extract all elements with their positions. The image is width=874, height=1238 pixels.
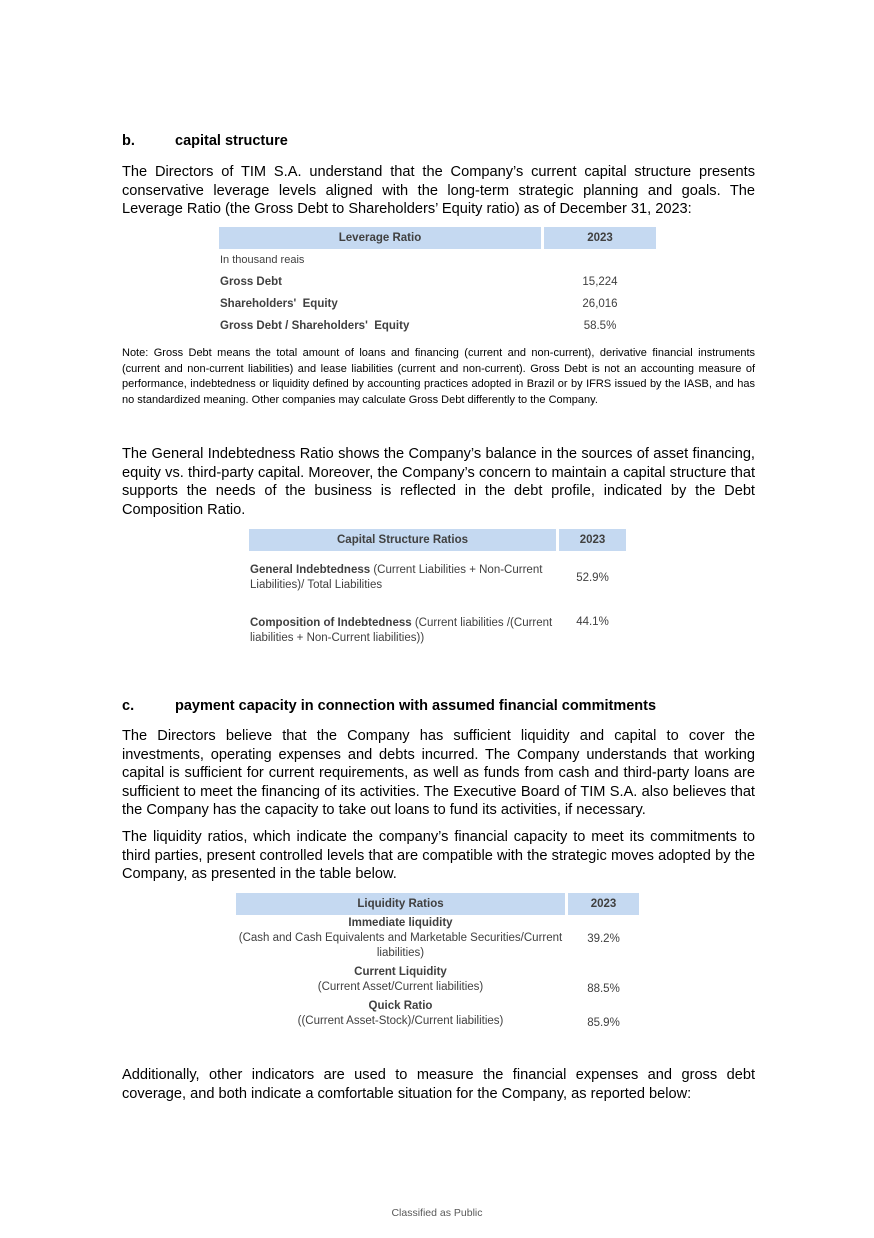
table-row [249, 615, 626, 655]
immediate-liquidity-value: 39.2% [587, 932, 620, 945]
leverage-header-label: Leverage Ratio [219, 227, 541, 249]
section-b-heading [122, 133, 288, 149]
debt-equity-label: Gross Debt / Shareholders' Equity [220, 320, 410, 332]
quick-ratio-title: Quick Ratio [368, 1000, 433, 1012]
immediate-liquidity-desc: (Cash and Cash Equivalents and Marketable Securities/Current liabilities) [238, 932, 563, 959]
debt-equity-value: 58.5% [583, 320, 617, 332]
gross-debt-note: Note: Gross Debt means the total amount of loans and financing (current and non-current), derivative financial instruments (current and non-current liabilities) and lease liabilities (current and non-current). Gross Debt is not an accounting measure of performance, indebtedness or liquidity defined by accounting practices adopted in Brazil or by IFRS issued by the IASB, and has no standardized meaning. Other companies may calculate Gross Debt differently to the Company. [122, 347, 755, 406]
current-liquidity-title: Current Liquidity [354, 966, 447, 978]
table-row [249, 551, 626, 605]
leverage-header-year: 2023 [544, 227, 656, 249]
composition-indebtedness-desc: (Current liabilities /(Current liabilities + Non-Current liabilities)) [250, 617, 553, 644]
additional-indicators-paragraph: Additionally, other indicators are used to measure the financial expenses and gross debt coverage, and both indicate a comfortable situation for the Company, as reported below: [122, 1067, 755, 1102]
equity-value: 26,016 [582, 298, 618, 310]
liquidity-ratios-paragraph: The liquidity ratios, which indicate the company’s financial capacity to meet its commitments to third parties, present controlled levels that are compatible with the strategic moves adopted by the Company, as presented in the table below. [122, 829, 755, 882]
leverage-unit: In thousand reais [220, 254, 305, 266]
current-liquidity-desc: (Current Asset/Current liabilities) [317, 981, 484, 993]
capital-header-label: Capital Structure Ratios [249, 529, 556, 551]
equity-label: Shareholders' Equity [220, 298, 338, 310]
classification-footer: Classified as Public [391, 1207, 483, 1219]
payment-capacity-paragraph: The Directors believe that the Company has sufficient liquidity and capital to cover the investments, operating expenses and debts incurred. The Company understands that working capital is sufficient for current requirements, as well as funds from cash and third-party loans are sufficient to meet the financing of its activities. The Executive Board of TIM S.A. also believes that the Company has the capacity to take out loans to fund its activities, if necessary. [122, 728, 755, 818]
capital-structure-intro: The Directors of TIM S.A. understand that the Company’s current capital structure presents conservative leverage levels aligned with the long-term strategic planning and goals. The Leverage Ratio (the Gross Debt to Shareholders’ Equity ratio) as of December 31, 2023: [122, 164, 755, 217]
section-c-letter: c. [122, 698, 135, 714]
section-b-title: capital structure [175, 133, 288, 149]
table-row [236, 915, 639, 962]
indebtedness-paragraph: The General Indebtedness Ratio shows the Company’s balance in the sources of asset financing, equity vs. third-party capital. Moreover, the Company’s concern to maintain a capital structure that supports the needs of the business is reflected in the debt profile, indicated by the Debt Composition Ratio. [122, 446, 755, 518]
liquidity-header-year: 2023 [568, 893, 639, 915]
gross-debt-label: Gross Debt [220, 276, 282, 288]
liquidity-header-label: Liquidity Ratios [236, 893, 565, 915]
composition-indebtedness-value: 44.1% [576, 616, 609, 628]
section-c-title: payment capacity in connection with assumed financial commitments [175, 698, 657, 714]
quick-ratio-value: 85.9% [587, 1017, 620, 1029]
quick-ratio-desc: ((Current Asset-Stock)/Current liabilities) [297, 1015, 504, 1027]
gross-debt-value: 15,224 [582, 276, 618, 288]
immediate-liquidity-title: Immediate liquidity [348, 917, 453, 929]
liquidity-ratios-table [233, 893, 642, 1030]
general-indebtedness-value: 52.9% [576, 572, 609, 584]
table-row [219, 293, 656, 315]
capital-structure-table [246, 529, 629, 655]
table-row [219, 271, 656, 293]
leverage-ratio-table [216, 227, 659, 337]
section-c-heading [122, 698, 656, 714]
general-indebtedness-desc: (Current Liabilities + Non-Current Liabilities)/ Total Liabilities [250, 564, 543, 591]
capital-header-year: 2023 [559, 529, 626, 551]
table-row [236, 962, 639, 996]
current-liquidity-value: 88.5% [587, 983, 620, 995]
section-b-letter: b. [122, 133, 135, 149]
general-indebtedness-label: General Indebtedness [250, 564, 371, 576]
table-row [236, 996, 639, 1030]
table-row [219, 315, 656, 337]
composition-indebtedness-label: Composition of Indebtedness [250, 617, 412, 629]
